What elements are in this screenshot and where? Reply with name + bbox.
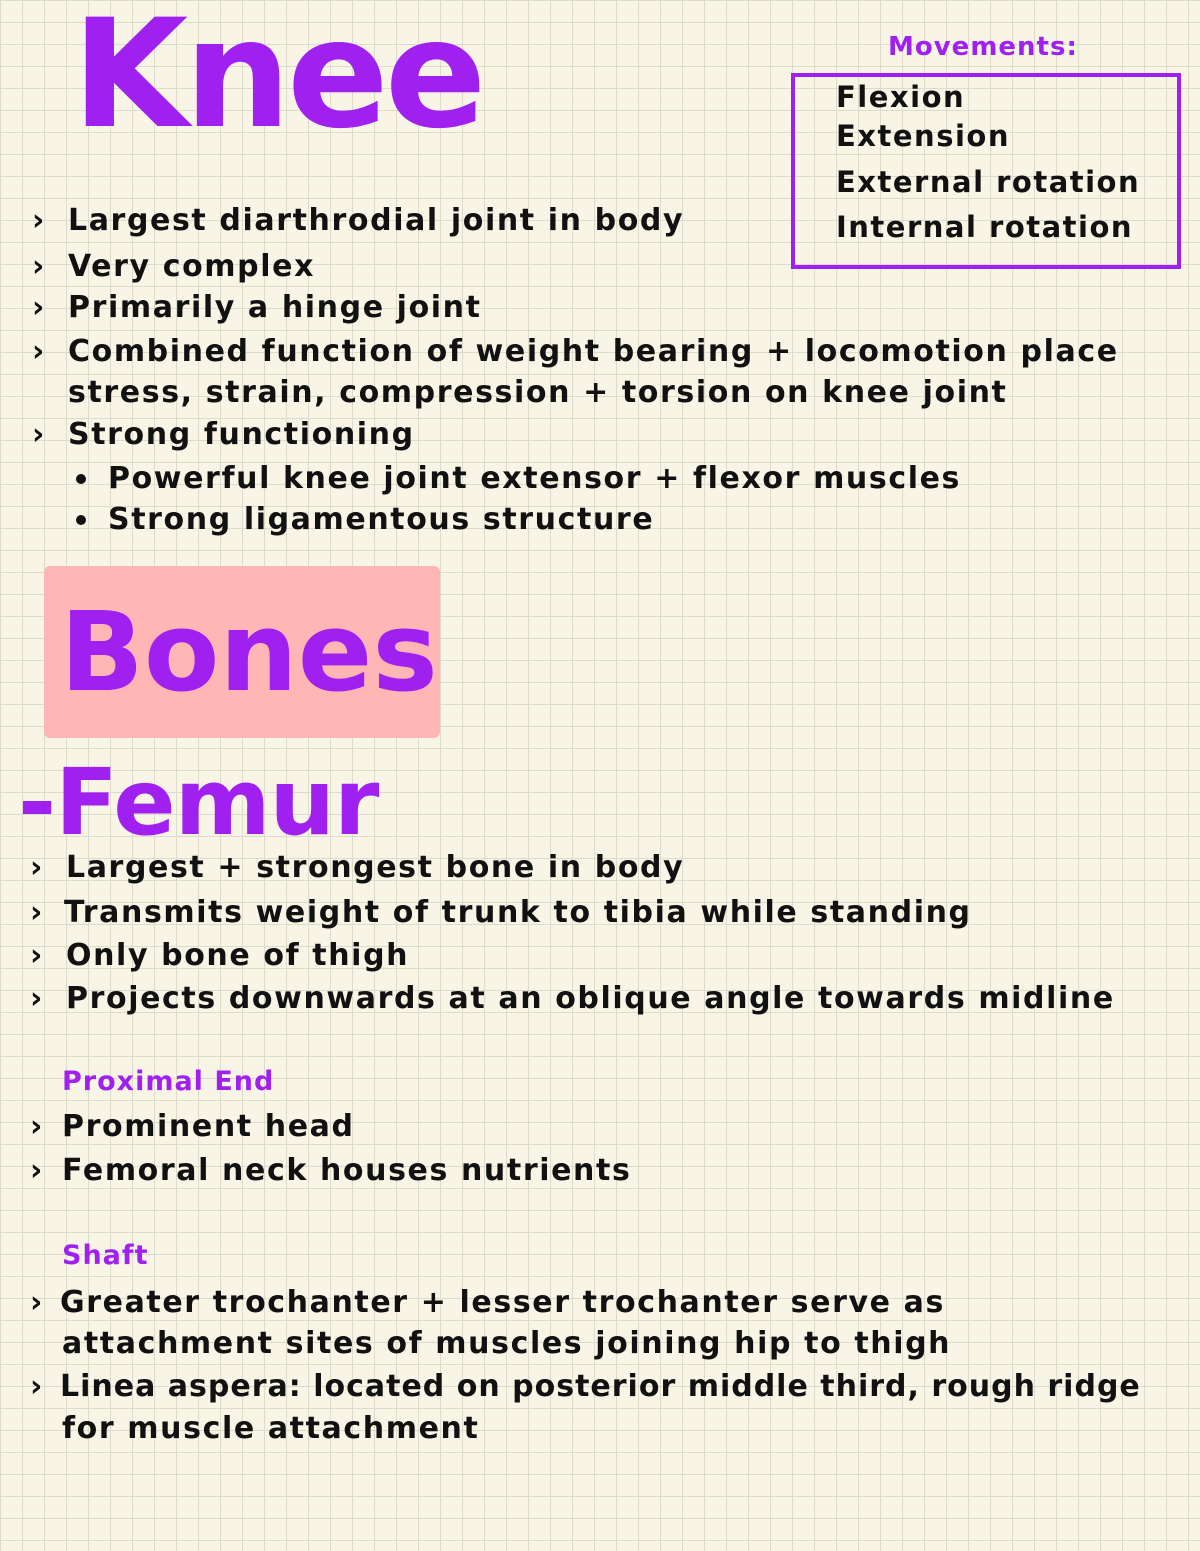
chevron-bullet-icon: › — [30, 1109, 43, 1144]
chevron-bullet-icon: › — [30, 850, 43, 885]
subsection-title-femur: -Femur — [18, 749, 379, 856]
femur-bullet: Largest + strongest bone in body — [66, 850, 685, 885]
knee-bullet: Very complex — [68, 249, 316, 284]
chevron-bullet-icon: › — [32, 290, 45, 325]
shaft-bullet-continuation: attachment sites of muscles joining hip to thigh — [62, 1326, 952, 1361]
movement-item: External rotation — [836, 165, 1141, 199]
shaft-heading: Shaft — [62, 1240, 149, 1271]
knee-bullet: Largest diarthrodial joint in body — [68, 203, 685, 238]
knee-bullet-continuation: stress, strain, compression + torsion on knee joint — [68, 375, 1008, 410]
shaft-bullet: Greater trochanter + lesser trochanter serve as — [60, 1285, 945, 1320]
knee-bullet: Primarily a hinge joint — [68, 290, 482, 325]
knee-bullet: Combined function of weight bearing + locomotion place — [68, 334, 1119, 369]
femur-bullet: Projects downwards at an oblique angle towards midline — [66, 981, 1115, 1016]
chevron-bullet-icon: › — [32, 417, 45, 452]
proximal-end-bullet: Femoral neck houses nutrients — [62, 1153, 632, 1188]
chevron-bullet-icon: › — [30, 981, 43, 1016]
knee-sub-bullet: Powerful knee joint extensor + flexor muscles — [108, 461, 962, 496]
proximal-end-heading: Proximal End — [62, 1066, 275, 1097]
knee-sub-bullet: Strong ligamentous structure — [108, 502, 655, 537]
chevron-bullet-icon: › — [30, 1369, 43, 1404]
movement-item: Flexion — [836, 80, 966, 114]
proximal-end-bullet: Prominent head — [62, 1109, 355, 1144]
dot-bullet-icon — [76, 474, 86, 484]
page-title: Knee — [72, 0, 483, 162]
chevron-bullet-icon: › — [30, 895, 43, 930]
chevron-bullet-icon: › — [30, 1153, 43, 1188]
movement-item: Internal rotation — [836, 210, 1134, 244]
chevron-bullet-icon: › — [30, 1285, 43, 1320]
femur-bullet: Transmits weight of trunk to tibia while standing — [64, 895, 972, 930]
chevron-bullet-icon: › — [32, 203, 45, 238]
chevron-bullet-icon: › — [32, 249, 45, 284]
shaft-bullet: Linea aspera: located on posterior middle third, rough ridge — [60, 1369, 1141, 1404]
chevron-bullet-icon: › — [30, 938, 43, 973]
movements-heading: Movements: — [888, 32, 1078, 62]
section-title-bones: Bones — [60, 588, 438, 716]
shaft-bullet-continuation: for muscle attachment — [62, 1411, 480, 1446]
femur-bullet: Only bone of thigh — [66, 938, 410, 973]
knee-bullet: Strong functioning — [68, 417, 415, 452]
dot-bullet-icon — [76, 515, 86, 525]
chevron-bullet-icon: › — [32, 334, 45, 369]
movement-item: Extension — [836, 119, 1010, 153]
